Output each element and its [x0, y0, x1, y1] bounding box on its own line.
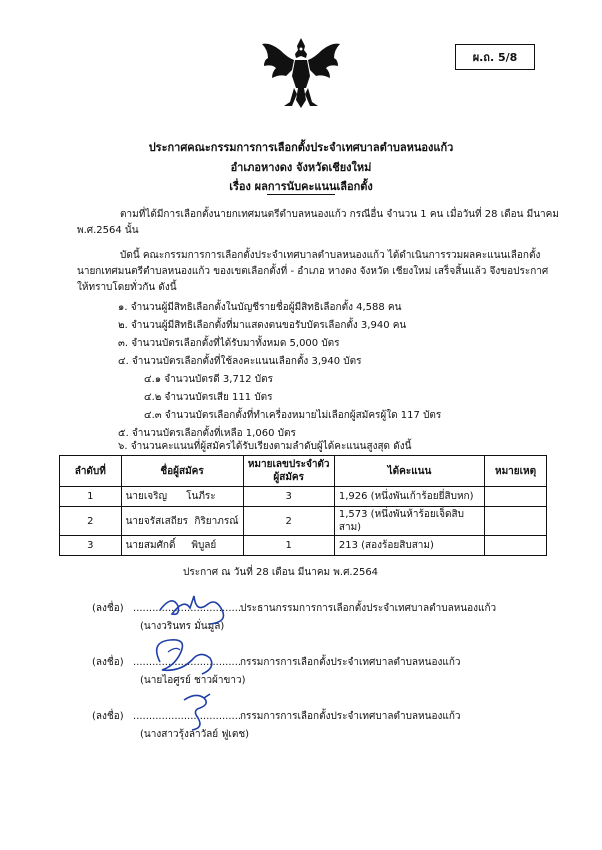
garuda-emblem-icon [258, 36, 344, 116]
sign-label: (ลงชื่อ) [92, 657, 124, 668]
table-row [60, 507, 547, 536]
cell-rank: 2 [60, 507, 122, 536]
header-candidate-number: หมายเลขประจำตัว ผู้สมัคร [243, 456, 334, 487]
header-score: ได้คะแนน [334, 456, 484, 487]
list-item: ๔. จำนวนบัตรเลือกตั้งที่ใช้ลงคะแนนเลือกตั้ง 3,940 บัตร [118, 356, 362, 367]
list-sub-item: ๔.๑ จำนวนบัตรดี 3,712 บัตร [144, 374, 273, 385]
paragraph-1-line-1: ตามที่ได้มีการเลือกตั้งนายกเทศมนตรีตำบลหนองแก้ว กรณีอื่น จำนวน 1 คน เมื่อวันที่ 28 เดือน มีนาคม [120, 209, 559, 220]
signature-mark-icon [140, 632, 240, 682]
signatory-name: (นางวรินทร มั่นมูล) [140, 621, 225, 632]
cell-score: 1,926 (หนึ่งพันเก้าร้อยยี่สิบหก) [334, 487, 484, 507]
cell-number: 2 [243, 507, 334, 536]
cell-note [485, 536, 547, 556]
list-sub-item: ๔.๒ จำนวนบัตรเสีย 111 บัตร [144, 392, 273, 403]
cell-score: 213 (สองร้อยสิบสาม) [334, 536, 484, 556]
cell-note [485, 487, 547, 507]
cell-number: 1 [243, 536, 334, 556]
signatory-name: (นางสาวรุ้งลาวัลย์ ฟูเตช) [140, 729, 250, 740]
list-item: ๒. จำนวนผู้มีสิทธิเลือกตั้งที่มาแสดงตนขอรับบัตรเลือกตั้ง 3,940 คน [118, 320, 407, 331]
header-candidate-name: ชื่อผู้สมัคร [121, 456, 243, 487]
list-sub-item: ๔.๓ จำนวนบัตรเลือกตั้งที่ทำเครื่องหมายไม่เลือกผู้สมัครผู้ใด 117 บัตร [144, 410, 442, 421]
cell-name: นายจรัสเสถียร กิริยาภรณ์ [121, 507, 243, 536]
announcement-subject: เรื่อง ผลการนับคะแนนเลือกตั้ง [229, 180, 373, 193]
signature-mark-icon [150, 588, 240, 628]
cell-name: นายสมศักดิ์ พิบูลย์ [121, 536, 243, 556]
sign-dotted-line: .................................. [133, 657, 242, 668]
sign-role: ประธานกรรมการการเลือกตั้งประจำเทศบาลตำบลหนองแก้ว [240, 603, 497, 614]
paragraph-2-line-2: นายกเทศมนตรีตำบลหนองแก้ว ของเขตเลือกตั้งที่ - อำเภอ หางดง จังหวัด เชียงใหม่ เสร็จสิ้นแล้ว จึงขอประกาศ [77, 266, 549, 277]
announce-date: ประกาศ ณ วันที่ 28 เดือน มีนาคม พ.ศ.2564 [183, 567, 379, 578]
list-item: ๕. จำนวนบัตรเลือกตั้งที่เหลือ 1,060 บัตร [118, 428, 296, 439]
sign-dotted-line: .................................. [133, 603, 242, 614]
cell-rank: 3 [60, 536, 122, 556]
cell-score: 1,573 (หนึ่งพันห้าร้อยเจ็ดสิบสาม) [334, 507, 484, 536]
form-code-box: ผ.ถ. 5/8 [455, 44, 535, 70]
table-row [60, 487, 547, 507]
list-item: ๑. จำนวนผู้มีสิทธิเลือกตั้งในบัญชีรายชื่อผู้มีสิทธิเลือกตั้ง 4,588 คน [118, 302, 402, 313]
sign-role: กรรมการการเลือกตั้งประจำเทศบาลตำบลหนองแก้ว [240, 711, 461, 722]
cell-rank: 1 [60, 487, 122, 507]
title-underline [267, 194, 335, 195]
header-note: หมายเหตุ [485, 456, 547, 487]
sign-role: กรรมการการเลือกตั้งประจำเทศบาลตำบลหนองแก้ว [240, 657, 461, 668]
paragraph-2-line-3: ให้ทราบโดยทั่วกัน ดังนี้ [77, 282, 177, 293]
table-header-row [60, 456, 547, 487]
signatory-name: (นายไอศูรย์ ชาวผ้าขาว) [140, 675, 246, 686]
list-item: ๖. จำนวนคะแนนที่ผู้สมัครได้รับเรียงตามลำดับผู้ได้คะแนนสูงสุด ดังนี้ [118, 441, 412, 452]
paragraph-2-line-1: บัดนี้ คณะกรรมการการเลือกตั้งประจำเทศบาลตำบลหนองแก้ว ได้ดำเนินการรวมผลคะแนนเลือกตั้ง [120, 250, 541, 261]
sign-label: (ลงชื่อ) [92, 603, 124, 614]
table-row [60, 536, 547, 556]
cell-name: นายเจริญ โนภีระ [121, 487, 243, 507]
signature-mark-icon [170, 690, 230, 734]
announcement-district: อำเภอหางดง จังหวัดเชียงใหม่ [230, 161, 372, 174]
list-item: ๓. จำนวนบัตรเลือกตั้งที่ได้รับมาทั้งหมด 5,000 บัตร [118, 338, 340, 349]
results-table [59, 455, 547, 556]
cell-number: 3 [243, 487, 334, 507]
cell-note [485, 507, 547, 536]
announcement-title: ประกาศคณะกรรมการการเลือกตั้งประจำเทศบาลตำบลหนองแก้ว [148, 141, 454, 154]
sign-dotted-line: .................................. [133, 711, 242, 722]
sign-label: (ลงชื่อ) [92, 711, 124, 722]
header-rank: ลำดับที่ [60, 456, 122, 487]
paragraph-1-line-2: พ.ศ.2564 นั้น [77, 225, 139, 236]
